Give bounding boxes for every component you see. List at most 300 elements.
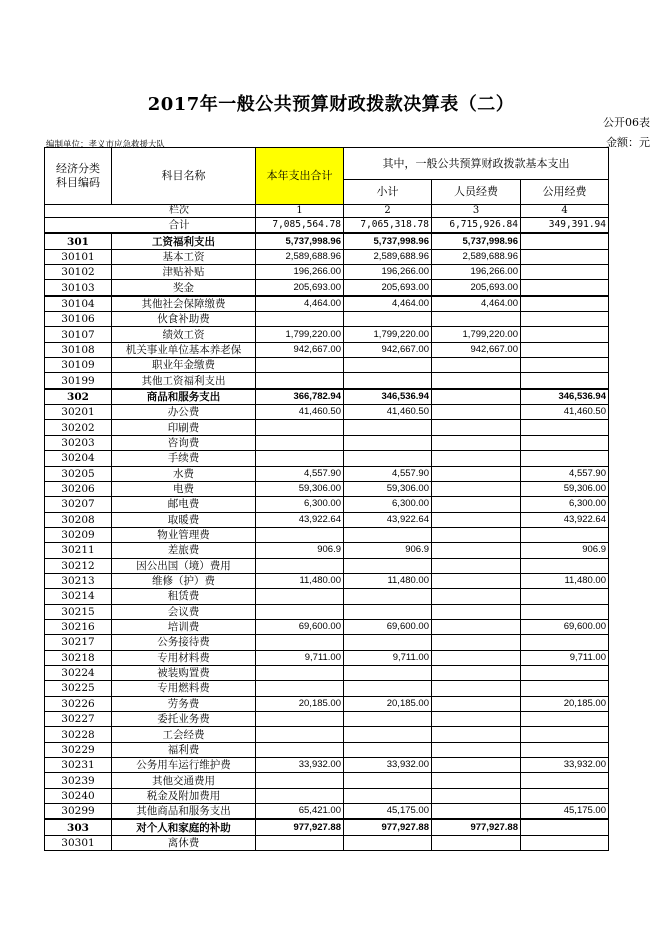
cell-subtotal [344, 358, 432, 373]
cell-total [256, 835, 344, 850]
reporting-unit: 编制单位：孝义市应急救援大队 [46, 140, 166, 150]
table-row [45, 604, 609, 619]
cell-personnel [432, 451, 521, 466]
cell-subtotal: 11,480.00 [344, 573, 432, 588]
col-number-4: 4 [521, 205, 609, 218]
table-row [45, 233, 609, 249]
cell-total [256, 373, 344, 389]
cell-public [521, 604, 609, 619]
cell-code: 30208 [45, 512, 112, 527]
cell-public [521, 742, 609, 757]
cell-subtotal [344, 727, 432, 742]
cell-personnel [432, 481, 521, 496]
cell-name: 会议费 [112, 604, 256, 619]
table-row [45, 573, 609, 588]
table-row [45, 481, 609, 496]
cell-public: 20,185.00 [521, 696, 609, 711]
cell-name: 因公出国（境）费用 [112, 558, 256, 573]
cell-code: 30199 [45, 373, 112, 389]
cell-total [256, 589, 344, 604]
cell-public [521, 773, 609, 788]
cell-personnel [432, 543, 521, 558]
cell-code: 301 [45, 233, 112, 249]
cell-personnel [432, 589, 521, 604]
cell-code: 30217 [45, 635, 112, 650]
cell-name: 工会经费 [112, 727, 256, 742]
cell-subtotal: 942,667.00 [344, 342, 432, 357]
cell-public [521, 233, 609, 249]
cell-subtotal [344, 435, 432, 450]
cell-personnel [432, 389, 521, 405]
cell-personnel [432, 758, 521, 773]
cell-personnel [432, 712, 521, 727]
table-row [45, 619, 609, 634]
table-row [45, 696, 609, 711]
table-row [45, 527, 609, 542]
cell-subtotal: 1,799,220.00 [344, 327, 432, 342]
cell-public: 45,175.00 [521, 804, 609, 820]
cell-public [521, 589, 609, 604]
cell-personnel [432, 497, 521, 512]
cell-name: 培训费 [112, 619, 256, 634]
cell-total: 33,932.00 [256, 758, 344, 773]
cell-total [256, 773, 344, 788]
cell-personnel: 942,667.00 [432, 342, 521, 357]
cell-total: 5,737,998.96 [256, 233, 344, 249]
cell-public [521, 727, 609, 742]
cell-subtotal [344, 604, 432, 619]
cell-public: 11,480.00 [521, 573, 609, 588]
cell-code: 30227 [45, 712, 112, 727]
cell-personnel [432, 681, 521, 696]
cell-public [521, 265, 609, 280]
cell-subtotal: 41,460.50 [344, 405, 432, 420]
cell-code: 30207 [45, 497, 112, 512]
cell-public: 4,557.90 [521, 466, 609, 481]
header-name: 科目名称 [112, 148, 256, 205]
cell-name: 差旅费 [112, 543, 256, 558]
cell-personnel: 2,589,688.96 [432, 249, 521, 264]
cell-public: 33,932.00 [521, 758, 609, 773]
cell-total: 4,557.90 [256, 466, 344, 481]
table-row [45, 373, 609, 389]
cell-personnel [432, 665, 521, 680]
table-row [45, 589, 609, 604]
cell-code: 30206 [45, 481, 112, 496]
cell-total: 9,711.00 [256, 650, 344, 665]
budget-table [44, 147, 609, 851]
total-personnel: 6,715,926.84 [432, 218, 521, 234]
cell-code: 30103 [45, 280, 112, 296]
cell-total: 41,460.50 [256, 405, 344, 420]
header-code: 经济分类 科目编码 [45, 148, 112, 205]
cell-code: 30239 [45, 773, 112, 788]
cell-subtotal: 196,266.00 [344, 265, 432, 280]
col-number-3: 3 [432, 205, 521, 218]
cell-total [256, 635, 344, 650]
cell-personnel [432, 573, 521, 588]
header-public: 公用经费 [521, 180, 609, 205]
cell-code: 30101 [45, 249, 112, 264]
cell-total [256, 527, 344, 542]
header-subtotal: 小计 [344, 180, 432, 205]
cell-subtotal: 4,464.00 [344, 296, 432, 312]
cell-total: 11,480.00 [256, 573, 344, 588]
cell-total [256, 358, 344, 373]
cell-name: 工资福利支出 [112, 233, 256, 249]
cell-name: 其他工资福利支出 [112, 373, 256, 389]
cell-personnel [432, 619, 521, 634]
cell-code: 30201 [45, 405, 112, 420]
cell-subtotal [344, 773, 432, 788]
cell-public [521, 249, 609, 264]
cell-subtotal [344, 589, 432, 604]
cell-total: 59,306.00 [256, 481, 344, 496]
table-row [45, 342, 609, 357]
cell-public [521, 558, 609, 573]
cell-public [521, 327, 609, 342]
cell-name: 水费 [112, 466, 256, 481]
cell-code: 30214 [45, 589, 112, 604]
total-subtotal: 7,065,318.78 [344, 218, 432, 234]
cell-total [256, 681, 344, 696]
form-code: 公开06表 [603, 116, 650, 129]
cell-personnel [432, 742, 521, 757]
cell-public [521, 681, 609, 696]
cell-name: 绩效工资 [112, 327, 256, 342]
cell-code: 303 [45, 819, 112, 835]
table-body [45, 233, 609, 850]
cell-personnel [432, 527, 521, 542]
table-row [45, 265, 609, 280]
cell-total [256, 727, 344, 742]
cell-total: 977,927.88 [256, 819, 344, 835]
cell-code: 30299 [45, 804, 112, 820]
cell-code: 30211 [45, 543, 112, 558]
cell-subtotal: 906.9 [344, 543, 432, 558]
table-row [45, 543, 609, 558]
cell-code: 30216 [45, 619, 112, 634]
cell-subtotal: 43,922.64 [344, 512, 432, 527]
cell-subtotal: 20,185.00 [344, 696, 432, 711]
cell-subtotal: 205,693.00 [344, 280, 432, 296]
header-personnel: 人员经费 [432, 180, 521, 205]
total-label: 合计 [45, 218, 256, 234]
cell-total [256, 312, 344, 327]
cell-subtotal [344, 835, 432, 850]
table-row [45, 497, 609, 512]
table-row [45, 681, 609, 696]
table-row [45, 358, 609, 373]
cell-name: 邮电费 [112, 497, 256, 512]
cell-total [256, 451, 344, 466]
cell-code: 30108 [45, 342, 112, 357]
cell-subtotal: 6,300.00 [344, 497, 432, 512]
cell-personnel [432, 420, 521, 435]
cell-subtotal: 2,589,688.96 [344, 249, 432, 264]
cell-personnel [432, 405, 521, 420]
cell-total [256, 558, 344, 573]
cell-subtotal [344, 681, 432, 696]
amount-unit: 金额：元 [606, 136, 650, 149]
cell-name: 其他商品和服务支出 [112, 804, 256, 820]
cell-name: 公务接待费 [112, 635, 256, 650]
table-row [45, 758, 609, 773]
cell-personnel [432, 512, 521, 527]
cell-total: 196,266.00 [256, 265, 344, 280]
cell-name: 印刷费 [112, 420, 256, 435]
header-group: 其中，一般公共预算财政拨款基本支出 [344, 148, 609, 180]
table-row [45, 249, 609, 264]
cell-name: 维修（护）费 [112, 573, 256, 588]
cell-subtotal: 9,711.00 [344, 650, 432, 665]
cell-code: 30102 [45, 265, 112, 280]
table-row [45, 727, 609, 742]
table-row [45, 405, 609, 420]
cell-personnel [432, 604, 521, 619]
cell-total [256, 604, 344, 619]
cell-public [521, 451, 609, 466]
cell-subtotal [344, 665, 432, 680]
cell-personnel [432, 312, 521, 327]
cell-public [521, 296, 609, 312]
cell-personnel: 5,737,998.96 [432, 233, 521, 249]
page-title: 2017年一般公共预算财政拨款决算表（二） [147, 94, 515, 115]
cell-code: 30231 [45, 758, 112, 773]
cell-name: 伙食补助费 [112, 312, 256, 327]
cell-personnel [432, 558, 521, 573]
cell-code: 302 [45, 389, 112, 405]
cell-code: 30202 [45, 420, 112, 435]
cell-subtotal: 33,932.00 [344, 758, 432, 773]
cell-subtotal [344, 742, 432, 757]
cell-total: 4,464.00 [256, 296, 344, 312]
cell-subtotal: 45,175.00 [344, 804, 432, 820]
cell-subtotal [344, 451, 432, 466]
cell-personnel [432, 835, 521, 850]
cell-personnel [432, 373, 521, 389]
cell-personnel [432, 773, 521, 788]
table-row [45, 835, 609, 850]
cell-name: 专用燃料费 [112, 681, 256, 696]
header-total: 本年支出合计 [256, 148, 344, 205]
cell-public [521, 358, 609, 373]
cell-name: 专用材料费 [112, 650, 256, 665]
table-row [45, 773, 609, 788]
cell-subtotal [344, 712, 432, 727]
table-row [45, 558, 609, 573]
cell-code: 30229 [45, 742, 112, 757]
cell-personnel [432, 788, 521, 803]
cell-personnel: 4,464.00 [432, 296, 521, 312]
cell-name: 公务用车运行维护费 [112, 758, 256, 773]
cell-name: 其他交通费用 [112, 773, 256, 788]
table-row [45, 742, 609, 757]
cell-name: 租赁费 [112, 589, 256, 604]
cell-total: 43,922.64 [256, 512, 344, 527]
cell-code: 30205 [45, 466, 112, 481]
cell-public [521, 665, 609, 680]
cell-public: 69,600.00 [521, 619, 609, 634]
cell-public [521, 373, 609, 389]
cell-code: 30228 [45, 727, 112, 742]
cell-total [256, 742, 344, 757]
table-row [45, 435, 609, 450]
table-row [45, 650, 609, 665]
cell-name: 津贴补贴 [112, 265, 256, 280]
table-row [45, 312, 609, 327]
cell-name: 手续费 [112, 451, 256, 466]
cell-code: 30204 [45, 451, 112, 466]
total-public: 349,391.94 [521, 218, 609, 234]
table-row [45, 635, 609, 650]
cell-code: 30104 [45, 296, 112, 312]
table-row [45, 280, 609, 296]
table-row [45, 451, 609, 466]
table-row [45, 804, 609, 820]
cell-public [521, 527, 609, 542]
cell-personnel [432, 650, 521, 665]
cell-code: 30218 [45, 650, 112, 665]
cell-name: 基本工资 [112, 249, 256, 264]
cell-subtotal: 59,306.00 [344, 481, 432, 496]
cell-public: 43,922.64 [521, 512, 609, 527]
cell-name: 物业管理费 [112, 527, 256, 542]
table-row [45, 327, 609, 342]
cell-public [521, 280, 609, 296]
cell-total: 942,667.00 [256, 342, 344, 357]
cell-name: 劳务费 [112, 696, 256, 711]
table-row [45, 665, 609, 680]
cell-total: 906.9 [256, 543, 344, 558]
cell-public: 41,460.50 [521, 405, 609, 420]
cell-total: 6,300.00 [256, 497, 344, 512]
cell-personnel: 977,927.88 [432, 819, 521, 835]
col-number-label: 栏次 [45, 205, 256, 218]
cell-subtotal [344, 635, 432, 650]
cell-code: 30226 [45, 696, 112, 711]
cell-total [256, 420, 344, 435]
cell-subtotal [344, 558, 432, 573]
cell-subtotal: 977,927.88 [344, 819, 432, 835]
cell-code: 30224 [45, 665, 112, 680]
cell-public: 906.9 [521, 543, 609, 558]
cell-total: 20,185.00 [256, 696, 344, 711]
cell-name: 福利费 [112, 742, 256, 757]
table-row [45, 788, 609, 803]
cell-public [521, 788, 609, 803]
cell-public [521, 312, 609, 327]
cell-public: 59,306.00 [521, 481, 609, 496]
cell-code: 30225 [45, 681, 112, 696]
cell-code: 30106 [45, 312, 112, 327]
cell-total [256, 665, 344, 680]
table-row [45, 296, 609, 312]
cell-total [256, 788, 344, 803]
cell-personnel: 1,799,220.00 [432, 327, 521, 342]
cell-code: 30109 [45, 358, 112, 373]
cell-public: 6,300.00 [521, 497, 609, 512]
cell-total: 69,600.00 [256, 619, 344, 634]
cell-total: 366,782.94 [256, 389, 344, 405]
cell-name: 咨询费 [112, 435, 256, 450]
cell-code: 30240 [45, 788, 112, 803]
cell-subtotal [344, 373, 432, 389]
cell-name: 奖金 [112, 280, 256, 296]
cell-code: 30213 [45, 573, 112, 588]
cell-personnel [432, 696, 521, 711]
cell-personnel: 205,693.00 [432, 280, 521, 296]
total-total: 7,085,564.78 [256, 218, 344, 234]
cell-public [521, 819, 609, 835]
cell-subtotal: 4,557.90 [344, 466, 432, 481]
cell-code: 30215 [45, 604, 112, 619]
cell-public [521, 835, 609, 850]
cell-name: 电费 [112, 481, 256, 496]
cell-public: 346,536.94 [521, 389, 609, 405]
col-number-2: 2 [344, 205, 432, 218]
cell-total: 205,693.00 [256, 280, 344, 296]
cell-personnel [432, 804, 521, 820]
cell-name: 其他社会保障缴费 [112, 296, 256, 312]
cell-total: 2,589,688.96 [256, 249, 344, 264]
cell-subtotal [344, 527, 432, 542]
table-row [45, 466, 609, 481]
cell-public: 9,711.00 [521, 650, 609, 665]
table-row [45, 389, 609, 405]
table-row [45, 819, 609, 835]
table-row [45, 512, 609, 527]
cell-name: 对个人和家庭的补助 [112, 819, 256, 835]
cell-personnel: 196,266.00 [432, 265, 521, 280]
cell-name: 离休费 [112, 835, 256, 850]
cell-public [521, 635, 609, 650]
cell-personnel [432, 466, 521, 481]
cell-code: 30209 [45, 527, 112, 542]
cell-subtotal: 69,600.00 [344, 619, 432, 634]
cell-name: 委托业务费 [112, 712, 256, 727]
table-row [45, 712, 609, 727]
cell-subtotal: 5,737,998.96 [344, 233, 432, 249]
cell-code: 30212 [45, 558, 112, 573]
table-row [45, 420, 609, 435]
cell-name: 商品和服务支出 [112, 389, 256, 405]
cell-total: 65,421.00 [256, 804, 344, 820]
cell-public [521, 712, 609, 727]
cell-name: 职业年金缴费 [112, 358, 256, 373]
cell-public [521, 420, 609, 435]
cell-total: 1,799,220.00 [256, 327, 344, 342]
cell-total [256, 712, 344, 727]
cell-code: 30301 [45, 835, 112, 850]
cell-public [521, 342, 609, 357]
cell-subtotal: 346,536.94 [344, 389, 432, 405]
cell-code: 30107 [45, 327, 112, 342]
cell-personnel [432, 727, 521, 742]
cell-personnel [432, 635, 521, 650]
cell-code: 30203 [45, 435, 112, 450]
cell-subtotal [344, 312, 432, 327]
col-number-1: 1 [256, 205, 344, 218]
cell-personnel [432, 358, 521, 373]
cell-name: 取暖费 [112, 512, 256, 527]
cell-name: 机关事业单位基本养老保 [112, 342, 256, 357]
cell-total [256, 435, 344, 450]
cell-name: 办公费 [112, 405, 256, 420]
cell-name: 被装购置费 [112, 665, 256, 680]
cell-subtotal [344, 788, 432, 803]
cell-subtotal [344, 420, 432, 435]
